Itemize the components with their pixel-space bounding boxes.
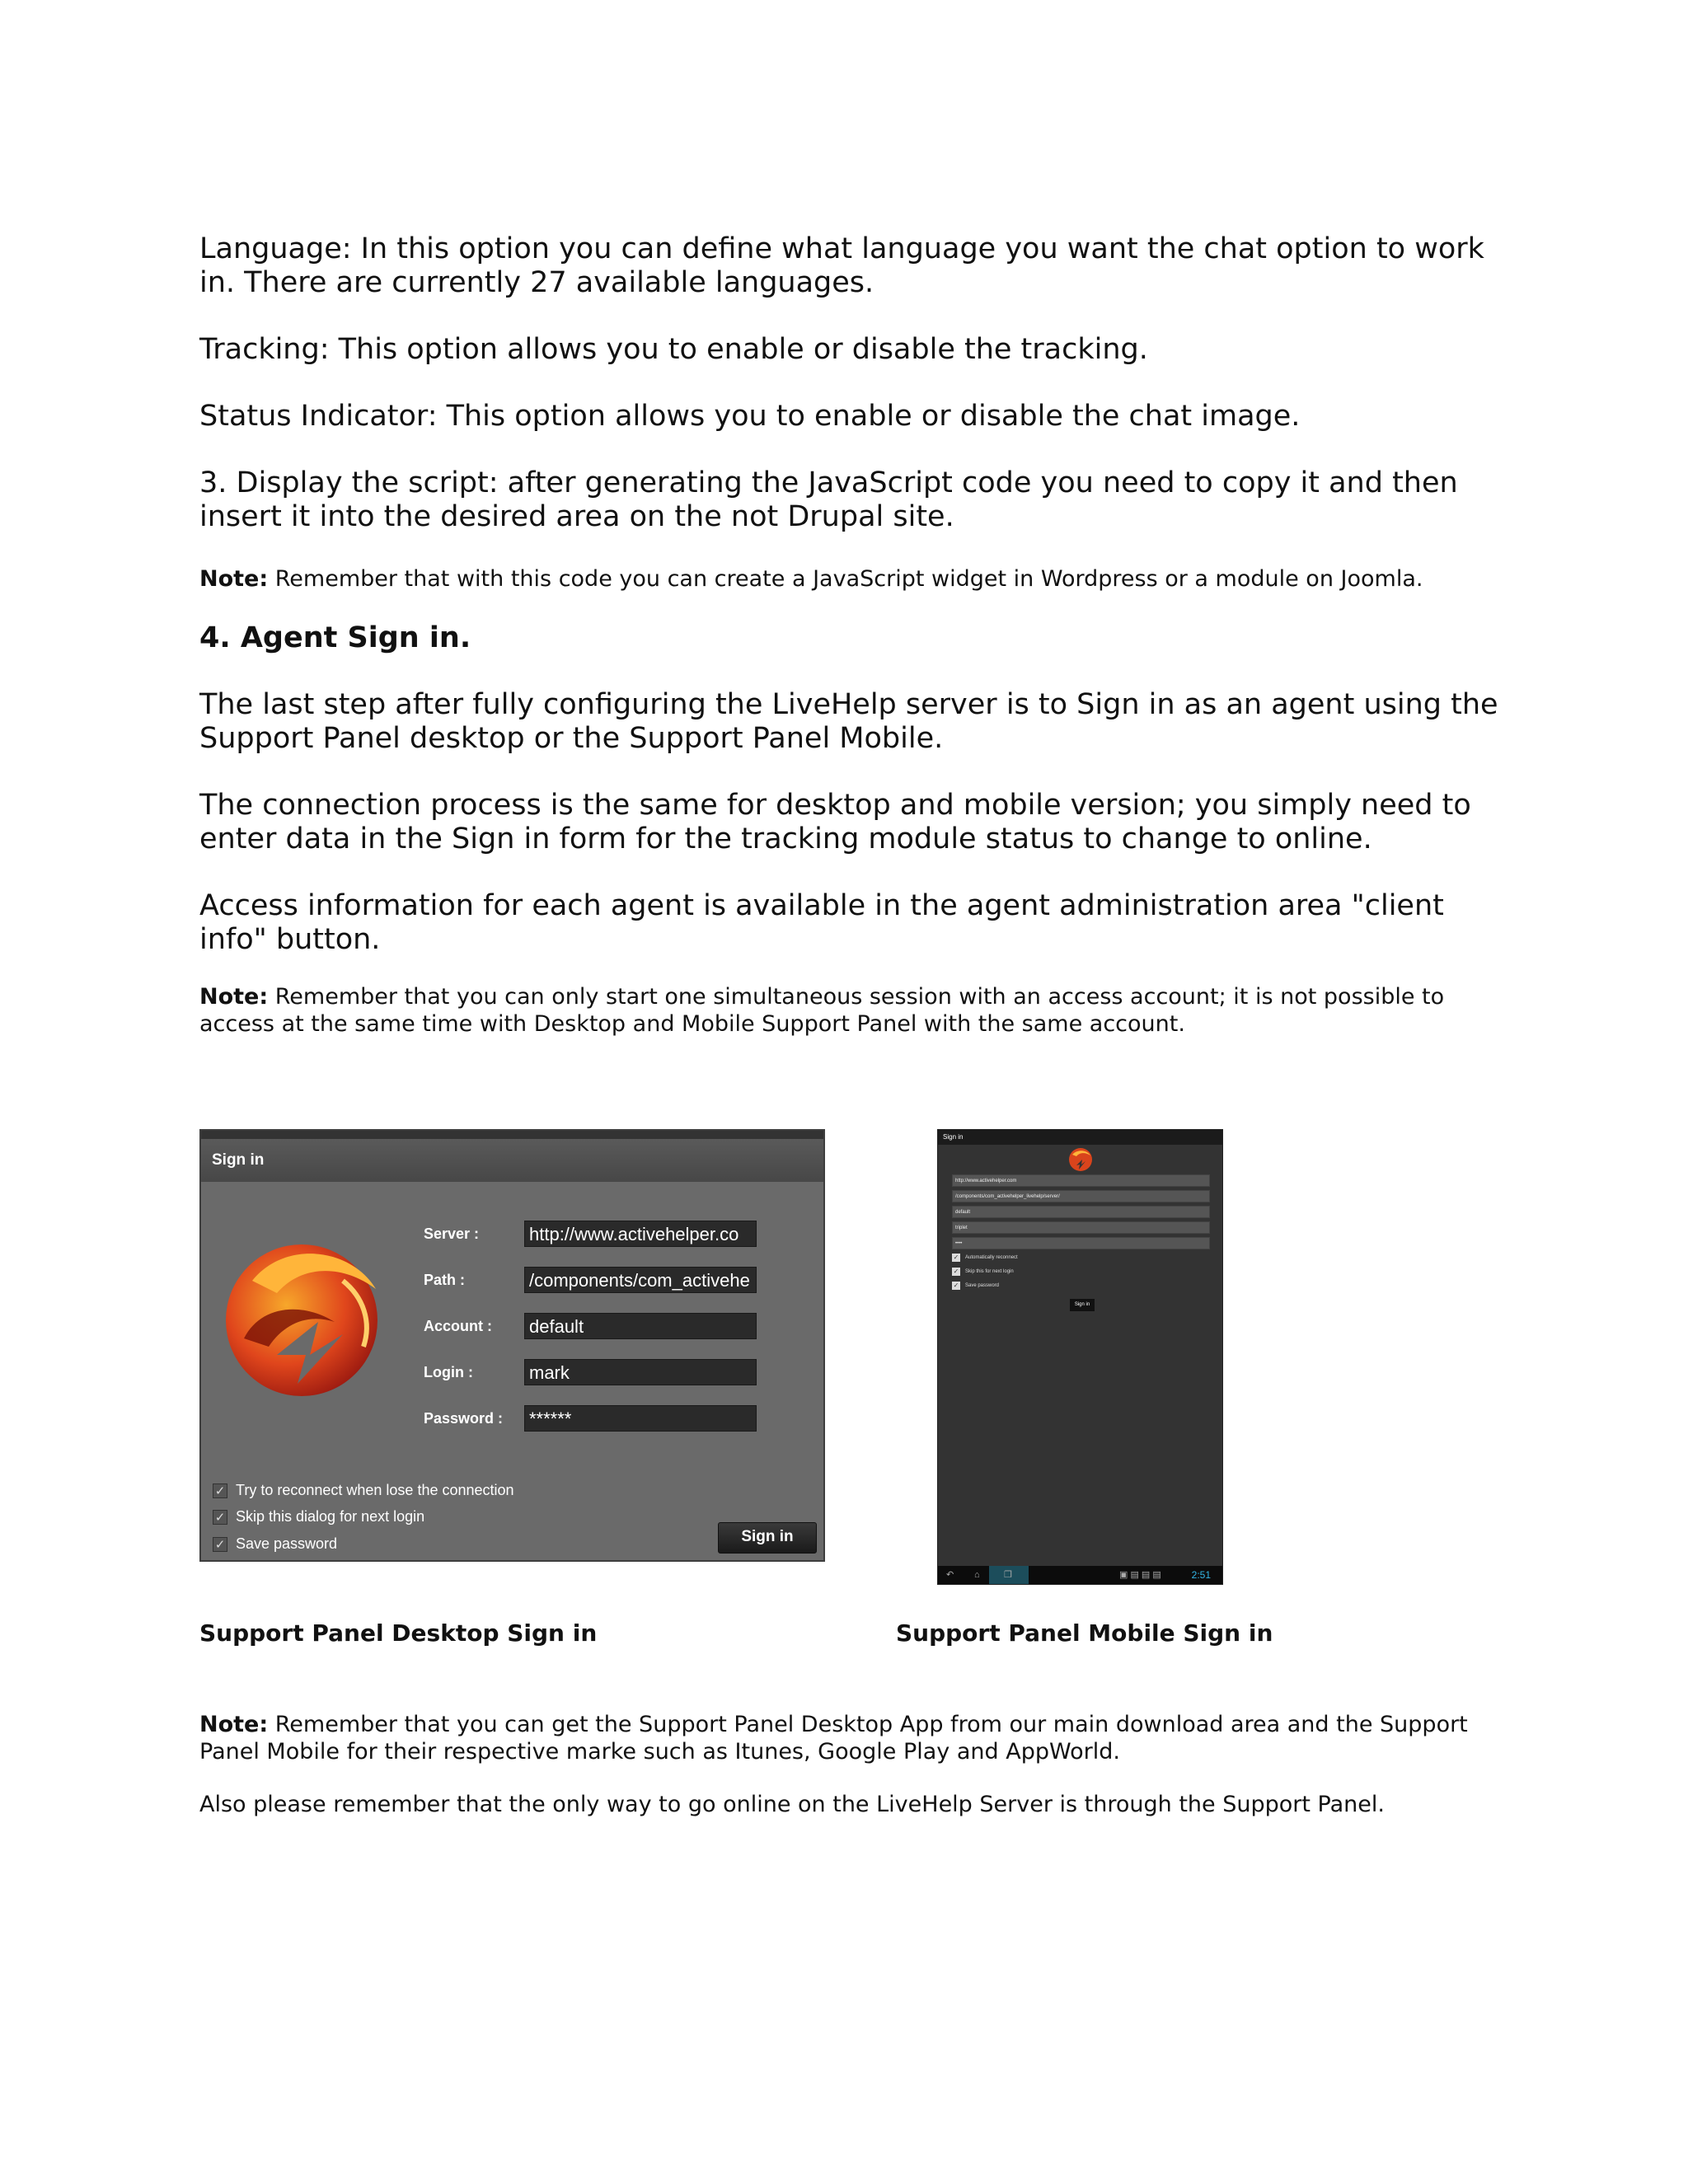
note-label: Note: — [199, 984, 269, 1010]
account-label: Account : — [424, 1317, 492, 1334]
mobile-save-checkbox[interactable]: ✓ — [953, 1282, 959, 1289]
mobile-reconnect-checkbox[interactable]: ✓ — [953, 1254, 959, 1261]
note-label: Note: — [199, 566, 269, 592]
window-title: Sign in — [201, 1131, 823, 1182]
desktop-caption: Support Panel Desktop Sign in — [199, 1619, 598, 1647]
save-password-label: Save password — [236, 1535, 338, 1552]
mobile-account-input[interactable]: default — [952, 1206, 1210, 1218]
note-download — [199, 1711, 1502, 1765]
reconnect-label: Try to reconnect when lose the connection — [236, 1482, 514, 1498]
reconnect-checkbox-row[interactable] — [213, 1482, 514, 1499]
mobile-sign-in-button[interactable]: Sign in — [1070, 1299, 1095, 1311]
password-row — [424, 1404, 757, 1432]
tracking-paragraph: Tracking: This option allows you to enable or disable the tracking. — [199, 333, 1148, 366]
path-input[interactable]: /components/com_activehe — [524, 1267, 757, 1293]
mobile-title: Sign in — [938, 1130, 1222, 1145]
desktop-sign-in-window — [199, 1129, 825, 1562]
note-session — [199, 983, 1502, 1038]
section-heading: 4. Agent Sign in. — [199, 621, 471, 654]
path-row — [424, 1266, 757, 1294]
status-clock: 2:51 — [1191, 1569, 1211, 1581]
note-text: Remember that with this code you can create a JavaScript widget in Wordpress or a module on Joomla. — [268, 566, 1423, 592]
mobile-sign-in-screen — [937, 1129, 1223, 1585]
login-row — [424, 1358, 757, 1386]
status-indicator-paragraph: Status Indicator: This option allows you to enable or disable the chat image. — [199, 400, 1301, 433]
account-row — [424, 1312, 757, 1340]
skip-dialog-checkbox[interactable]: ✓ — [213, 1510, 227, 1525]
save-password-checkbox-row[interactable] — [213, 1535, 337, 1553]
note-label: Note: — [199, 1712, 269, 1737]
password-label: Password : — [424, 1409, 504, 1427]
account-input[interactable]: default — [524, 1313, 757, 1339]
save-password-checkbox[interactable]: ✓ — [213, 1537, 227, 1552]
mobile-reconnect-row[interactable] — [952, 1254, 1018, 1262]
server-input[interactable]: http://www.activehelper.co — [524, 1221, 757, 1247]
reconnect-checkbox[interactable]: ✓ — [213, 1483, 227, 1498]
activehelper-logo-icon — [219, 1231, 392, 1404]
mobile-skip-row[interactable] — [952, 1268, 1014, 1276]
password-input[interactable]: ****** — [524, 1405, 757, 1432]
footer-notes — [199, 1711, 1502, 1818]
note-text: Remember that you can get the Support Panel Desktop App from our main download area and the Support Panel Mobile for their respective marke such as Itunes, Google Play and AppWorld. — [199, 1712, 1468, 1765]
login-input[interactable]: mark — [524, 1359, 757, 1385]
language-paragraph: Language: In this option you can define what language you want the chat option to work in. There are currently 27 available languages. — [199, 232, 1484, 299]
path-label: Path : — [424, 1271, 466, 1288]
mobile-password-input[interactable]: •••• — [952, 1237, 1210, 1249]
android-nav-bar — [938, 1566, 1222, 1584]
mobile-server-input[interactable]: http://www.activehelper.com — [952, 1174, 1210, 1187]
server-label: Server : — [424, 1225, 480, 1242]
mobile-save-row[interactable] — [952, 1282, 999, 1290]
mobile-reconnect-label: Automatically reconnect — [965, 1255, 1018, 1260]
mobile-save-label: Save password — [965, 1283, 1000, 1288]
go-online-paragraph: Also please remember that the only way to go online on the LiveHelp Server is through the Support Panel. — [199, 1792, 1385, 1817]
skip-dialog-checkbox-row[interactable] — [213, 1508, 424, 1526]
notification-icons: ▣ ▤ ▤ ▤ — [1119, 1570, 1161, 1580]
sign-in-button[interactable]: Sign in — [718, 1522, 817, 1554]
home-icon[interactable]: ⌂ — [974, 1570, 980, 1580]
display-script-paragraph: 3. Display the script: after generating the JavaScript code you need to copy it and then insert it into the desired area on the not Drupal site. — [199, 466, 1458, 533]
note-widget — [199, 565, 1502, 593]
connection-paragraph: The connection process is the same for desktop and mobile version; you simply need to enter data in the Sign in form for the tracking module status to change to online. — [199, 789, 1471, 855]
login-label: Login : — [424, 1363, 473, 1380]
document-body — [199, 232, 1502, 1038]
mobile-path-input[interactable]: /components/com_activehelper_livehelp/server/ — [952, 1190, 1210, 1202]
note-text: Remember that you can only start one simultaneous session with an access account; it is not possible to access at the same time with Desktop and Mobile Support Panel with the same account. — [199, 984, 1445, 1037]
server-row — [424, 1220, 757, 1248]
skip-dialog-label: Skip this dialog for next login — [236, 1508, 425, 1525]
mobile-skip-checkbox[interactable]: ✓ — [953, 1268, 959, 1275]
back-icon[interactable]: ↶ — [946, 1570, 954, 1580]
mobile-login-input[interactable]: triplet — [952, 1221, 1210, 1234]
recent-apps-icon[interactable]: ❐ — [1004, 1570, 1012, 1580]
mobile-skip-label: Skip this for next login — [965, 1269, 1014, 1274]
activehelper-logo-icon — [1067, 1146, 1094, 1173]
last-step-paragraph: The last step after fully configuring the LiveHelp server is to Sign in as an agent using the Support Panel desktop or the Support Panel Mobile. — [199, 688, 1498, 755]
mobile-caption: Support Panel Mobile Sign in — [896, 1619, 1273, 1647]
access-paragraph: Access information for each agent is available in the agent administration area "client info" button. — [199, 889, 1444, 956]
